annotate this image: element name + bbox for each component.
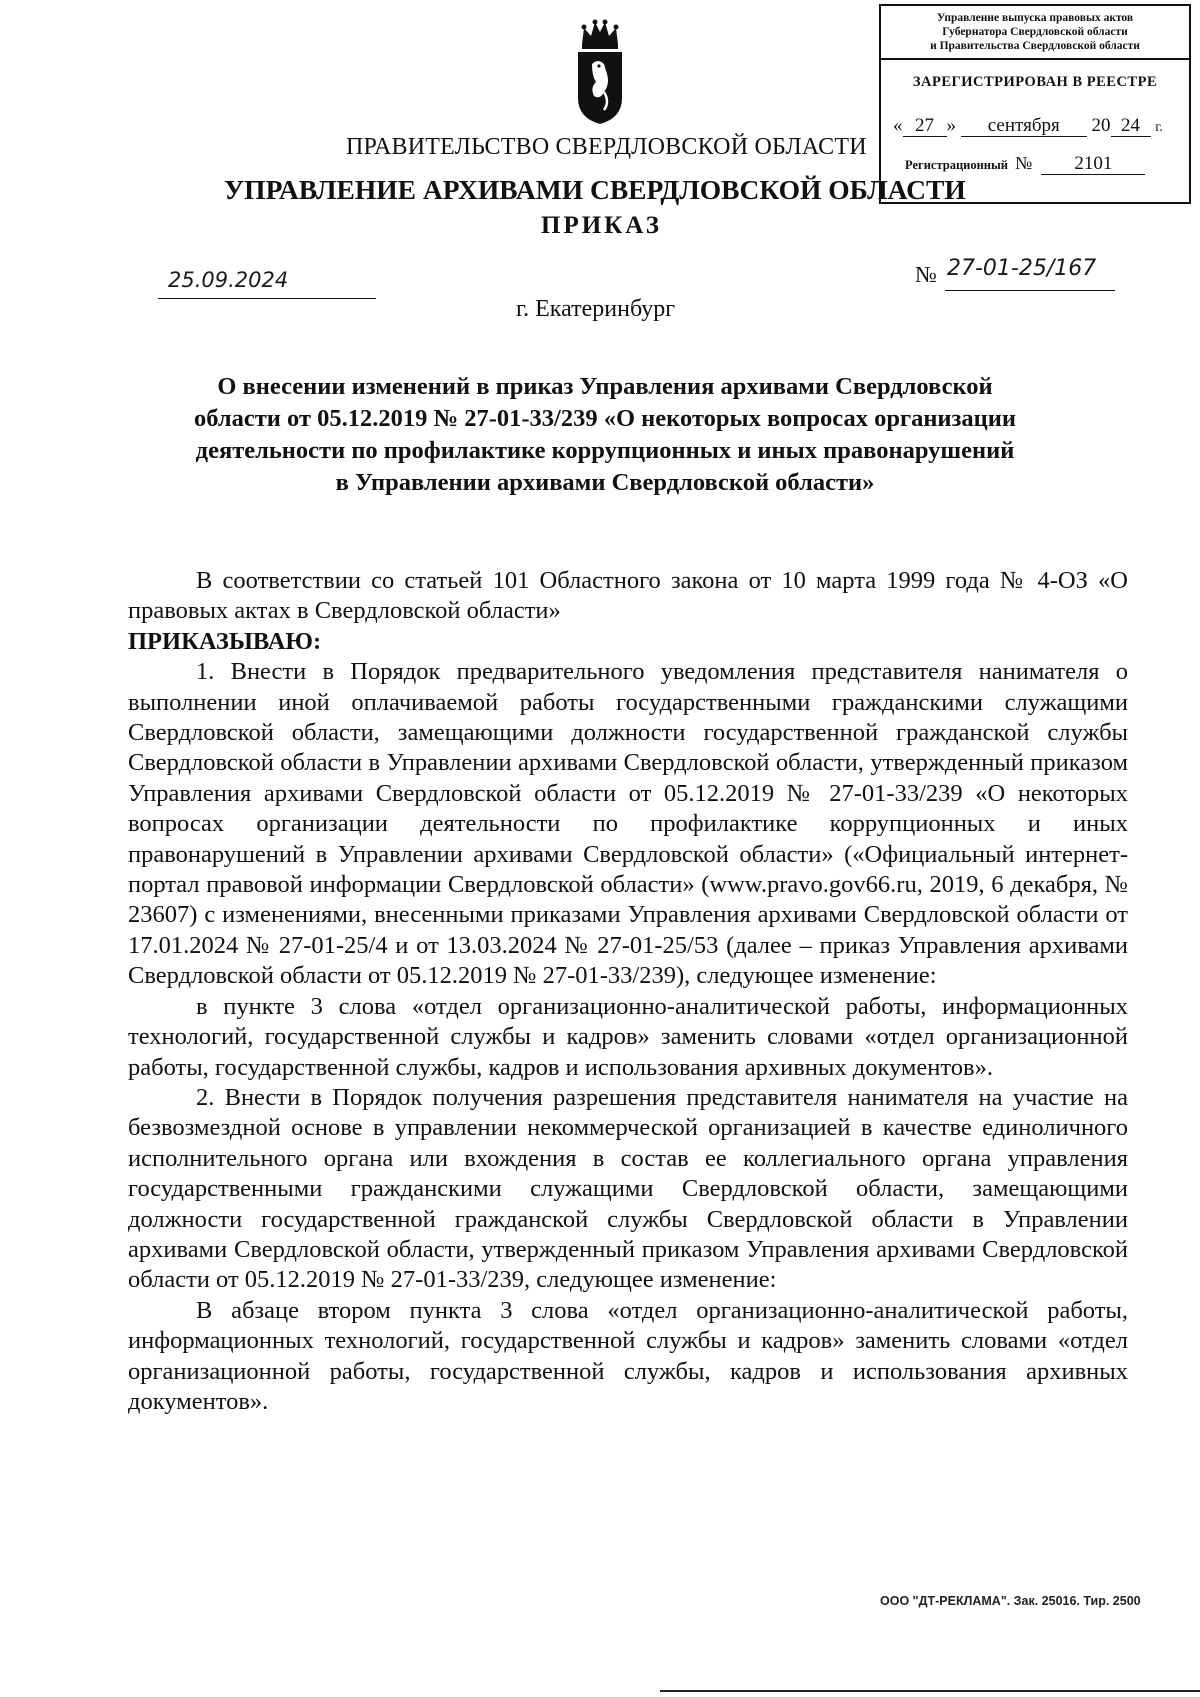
- title-line: О внесении изменений в приказ Управления архивами Свердловской: [217, 373, 993, 400]
- item-2-paragraph: 2. Внести в Порядок получения разрешения представителя нанимателя на участие на безвозмездной основе в управлении некоммерческой организацией в качестве единоличного исполнительного органа или вхождения в состав ее коллегиального органа управления государственными гражданскими служащими Свердловской области, замещающими должности государственной гражданской службы Свердловской области в Управлении архивами Свердловской области, утвержденный приказом Управления архивами Свердловской области от 05.12.2019 № 27-01-33/239, следующее изменение:: [128, 1083, 1128, 1294]
- document-number-field: [945, 256, 1115, 291]
- document-city: г. Екатеринбург: [516, 296, 676, 322]
- stamp-number: [881, 153, 1189, 175]
- title-line: деятельности по профилактике коррупционных и иных правонарушений: [195, 437, 1015, 464]
- stamp-office: [881, 6, 1189, 60]
- stamp-month: сентября: [961, 116, 1087, 137]
- stamp-registered-label: ЗАРЕГИСТРИРОВАН В РЕЕСТРЕ: [912, 74, 1158, 90]
- department-name: УПРАВЛЕНИЕ АРХИВАМИ СВЕРДЛОВСКОЙ ОБЛАСТИ: [224, 174, 966, 205]
- stamp-year-suffix: 24: [1111, 116, 1151, 137]
- item-1-paragraph: 1. Внести в Порядок предварительного уведомления представителя нанимателя о выполнении иной оплачиваемой работы государственными гражданскими служащими Свердловской области, замещающими должности государственной гражданской службы Свердловской области в Управлении архивами Свердловской области, утвержденный приказом Управления архивами Свердловской области от 05.12.2019 № 27-01-33/239 «О некоторых вопросах организации деятельности по профилактике коррупционных и иных правонарушений в Управлении архивами Свердловской области» («Официальный интернет-портал правовой информации Свердловской области» (www.pravo.gov66.ru, 2019, 6 декабря, № 23607) с изменениями, внесенными приказами Управления архивами Свердловской области от 17.01.2024 № 27-01-25/4 и от 13.03.2024 № 27-01-25/53 (далее – приказ Управления архивами Свердловской области от 05.12.2019 № 27-01-33/239), следующее изменение:: [128, 658, 1128, 990]
- document-date: 25.09.2024: [168, 268, 289, 292]
- coat-of-arms-icon: [574, 18, 626, 126]
- preamble-paragraph: В соответствии со статьей 101 Областного закона от 10 марта 1999 года № 4-ОЗ «О правовых актах в Свердловской области»: [128, 567, 1128, 625]
- item-1-change-paragraph: в пункте 3 слова «отдел организационно-аналитической работы, информационных технологий, государственной службы и кадров» заменить словами «отдел организационной работы, государственной службы, кадров и использования архивных документов».: [128, 992, 1128, 1081]
- document-type: ПРИКАЗ: [541, 212, 662, 239]
- stamp-year-abbr: г.: [1155, 120, 1163, 135]
- title-line: в Управлении архивами Свердловской области»: [335, 469, 875, 496]
- printer-imprint: ООО "ДТ-РЕКЛАМА". Зак. 25016. Тир. 2500: [880, 1594, 1141, 1608]
- document-title: [140, 371, 1070, 499]
- department-name-wrap: [0, 174, 966, 214]
- government-name: ПРАВИТЕЛЬСТВО СВЕРДЛОВСКОЙ ОБЛАСТИ: [346, 134, 867, 160]
- bottom-rule: [660, 1690, 1200, 1692]
- document-number-label: №: [915, 262, 937, 287]
- document-body: [128, 566, 1128, 1417]
- item-2-change-paragraph: В абзаце втором пункта 3 слова «отдел организационно-аналитической работы, информационных технологий, государственной службы и кадров» заменить словами «отдел организационной работы, государственной службы, кадров и использования архивных документов».: [128, 1296, 1128, 1415]
- title-line: области от 05.12.2019 № 27-01-33/239 «О некоторых вопросах организации: [193, 405, 1016, 432]
- stamp-reg-number: 2101: [1041, 154, 1145, 175]
- stamp-office-line: и Правительства Свердловской области: [930, 40, 1140, 52]
- document-date-field: [158, 268, 376, 299]
- document-number: 27-01-25/167: [947, 256, 1097, 281]
- stamp-day: 27: [903, 116, 947, 137]
- stamp-reg-label: Регистрационный: [905, 158, 1008, 172]
- stamp-date: « 27 » сентября 20 24 г.: [893, 115, 1163, 136]
- stamp-year-prefix: 20: [1091, 115, 1111, 136]
- stamp-office-line: Управление выпуска правовых актов: [936, 12, 1134, 24]
- stamp-office-line: Губернатора Свердловской области: [942, 26, 1128, 38]
- order-word: ПРИКАЗЫВАЮ:: [128, 627, 322, 655]
- stamp-num-symbol: №: [1015, 153, 1033, 173]
